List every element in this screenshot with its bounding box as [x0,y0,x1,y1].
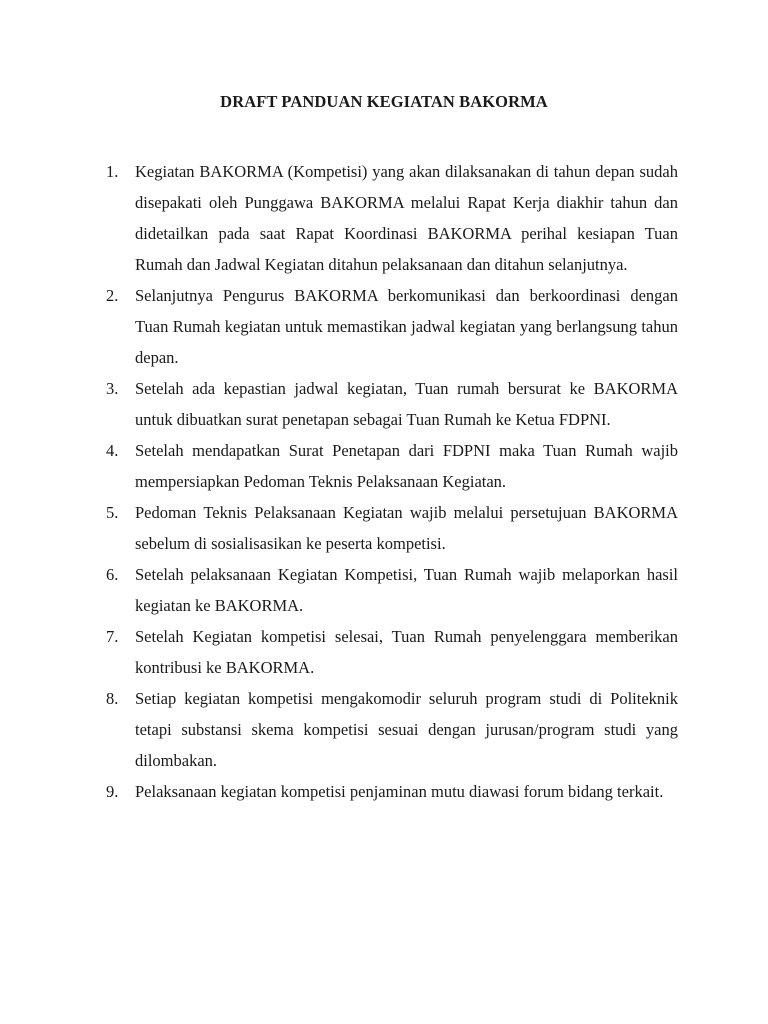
item-number: 1. [106,162,119,181]
item-number: 9. [106,782,119,801]
item-number: 2. [106,286,119,305]
list-item [106,280,678,373]
item-number: 4. [106,441,119,460]
item-number: 3. [106,379,119,398]
document-title: DRAFT PANDUAN KEGIATAN BAKORMA [220,92,548,111]
list-item [106,621,678,683]
list-item [106,776,678,807]
list-item [106,683,678,776]
item-text: Selanjutnya Pengurus BAKORMA berkomunikasi dan berkoordinasi dengan Tuan Rumah kegiatan untuk memastikan jadwal kegiatan yang berlangsung tahun depan. [135,286,678,367]
item-text: Pedoman Teknis Pelaksanaan Kegiatan wajib melalui persetujuan BAKORMA sebelum di sosialisasikan ke peserta kompetisi. [135,503,678,553]
item-text: Kegiatan BAKORMA (Kompetisi) yang akan dilaksanakan di tahun depan sudah disepakati oleh Punggawa BAKORMA melalui Rapat Kerja diakhir tahun dan didetailkan pada saat Rapat Koordinasi BAKORMA perihal kesiapan Tuan Rumah dan Jadwal Kegiatan ditahun pelaksanaan dan ditahun selanjutnya. [135,162,678,274]
list-item [106,373,678,435]
item-text: Pelaksanaan kegiatan kompetisi penjaminan mutu diawasi forum bidang terkait. [135,782,664,801]
list-item [106,156,678,280]
list-item [106,497,678,559]
list-item [106,435,678,497]
item-number: 6. [106,565,119,584]
guideline-list [106,156,678,807]
item-text: Setelah mendapatkan Surat Penetapan dari FDPNI maka Tuan Rumah wajib mempersiapkan Pedoman Teknis Pelaksanaan Kegiatan. [135,441,678,491]
item-number: 7. [106,627,119,646]
list-item [106,559,678,621]
item-text: Setelah ada kepastian jadwal kegiatan, Tuan rumah bersurat ke BAKORMA untuk dibuatkan surat penetapan sebagai Tuan Rumah ke Ketua FDPNI. [135,379,678,429]
item-text: Setelah Kegiatan kompetisi selesai, Tuan Rumah penyelenggara memberikan kontribusi ke BAKORMA. [135,627,678,677]
item-text: Setelah pelaksanaan Kegiatan Kompetisi, Tuan Rumah wajib melaporkan hasil kegiatan ke BAKORMA. [135,565,678,615]
item-number: 8. [106,689,119,708]
item-number: 5. [106,503,119,522]
item-text: Setiap kegiatan kompetisi mengakomodir seluruh program studi di Politeknik tetapi substansi skema kompetisi sesuai dengan jurusan/program studi yang dilombakan. [135,689,678,770]
